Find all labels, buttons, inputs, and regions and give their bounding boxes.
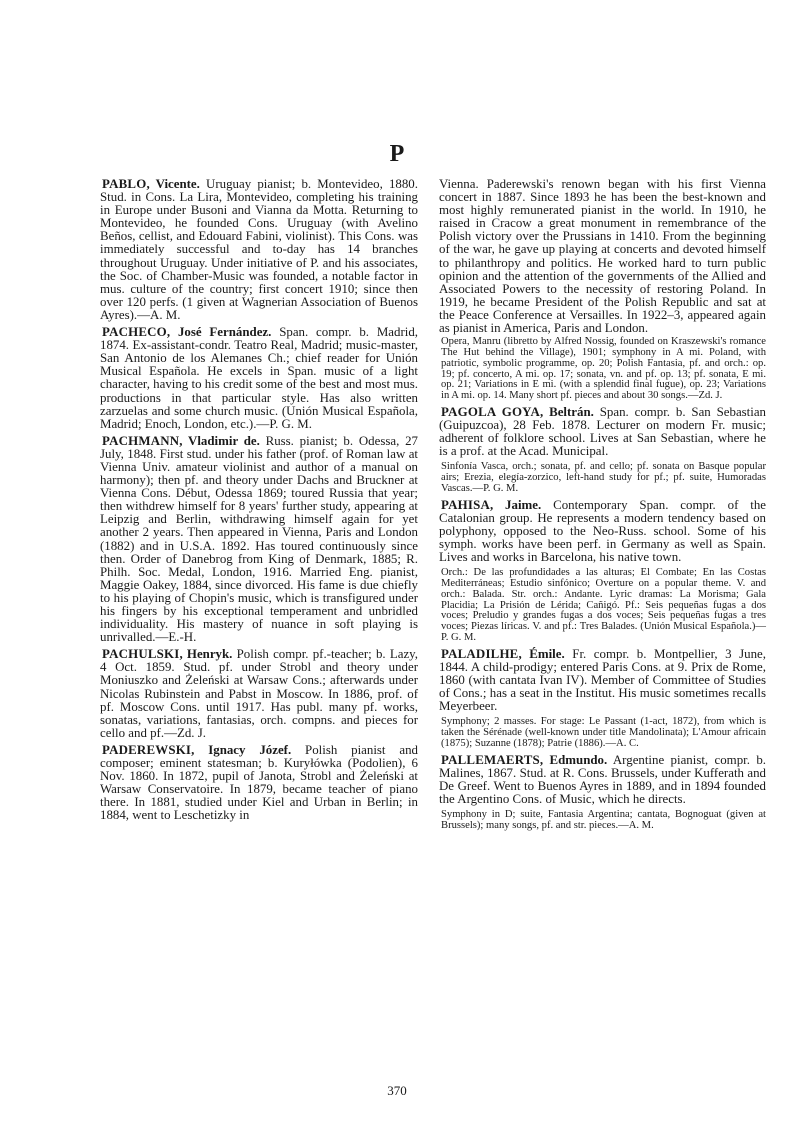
entry-headword-rest: , Ignacy Józef. [191,742,292,757]
entry-text: Argentine pianist, compr. b. Malines, 1867. Stud. at R. Cons. Brussels, under Kufferath and De Greef. Went to Buenos Ayres in 1889, and in 1894 founded the Argentino Cons. of Music, which he directs. [439,752,767,806]
entry-headword: PACHECO [102,325,167,340]
entry-text: Contemporary Span. compr. of the Catalonian group. He represents a modern tendency based on polyphony, opposed to the Neo-Russ. school. Some of his symph. works have been perf. in Germany as well as Spain. Lives and works in Barcelona, his native town. [439,497,766,565]
entry-text: Fr. compr. b. Montpellier, 3 June, 1844. A child-prodigy; entered Paris Cons. at 9. Prix de Rome, 1860 (with cantata Ivan IV). Member of Committee of Studies of Cons.; has a seat in the Institut. His music sometimes recalls Meyerbeer. [439,646,767,714]
works-list: Symphony; 2 masses. For stage: Le Passant (1-act, 1872), from which is taken the Sérénade (well-known under title Mandolinata); L'Amour africain (1875); Suzanne (1878); Patrie (1886).—A. C. [441,716,766,749]
entry-headword: PABLO [102,177,147,191]
entry-headword: PALLEMAERTS [441,752,540,767]
entry-headword: PACHMANN [102,433,180,448]
entry-text: Polish compr. pf.-teacher; b. Lazy, 4 Oct. 1859. Stud. pf. under Strobl and theory under Moniuszko and Żeleński at Warsaw Cons.; afterwards under Nicolas Rubinstein and Pabst in Moscow. In 1886, prof. of pf. Moscow Cons. until 1917. Has publ. many pf. works, sonatas, variations, fantasias, orch. compns. and pieces for cello and pf.—Zd. J. [100,647,419,740]
entry-pacheco [100,326,418,431]
entry-headword: PALADILHE [441,646,519,661]
entry-headword-rest: , José Fernández. [166,325,272,340]
entry-headword-rest: , Henryk. [179,647,233,662]
right-column [439,178,766,836]
entry-text: Span. compr. b. Madrid, 1874. Ex-assistant-condr. Teatro Real, Madrid; music-master, San Antonio de los Alemanes Ch.; chief reader for Unión Musical Española. He excels in Span. music of a light character, having to his credit some of the best and most mus. productions in that particular style. Has also written zarzuelas and some church music. (Unión Musical Española, Madrid; Enoch, London, etc.).—P. G. M. [100,325,419,431]
entry-pachmann [100,435,418,645]
entry-headword: PACHULSKI [102,647,180,662]
entry-pahisa [439,499,766,564]
entry-pallemaerts [439,754,766,806]
entry-text: Polish pianist and composer; eminent statesman; b. Kuryłówka (Podolien), 6 Nov. 1860. In 1872, pupil of Janota, Strobl and Żeleński at Warsaw Conservatoire. In 1879, became teacher of piano there. In 1881, studied under Kiel and Urban in Berlin; in 1884, went to Leschetizky in [100,742,418,823]
section-letter: P [389,141,405,167]
works-list: Orch.: De las profundidades a las alturas; El Combate; En las Costas Mediterráneas; Estudio sinfónico; Overture on a popular theme. V. and orch.: Balada. Str. orch.: Andante. Lyric dramas: La Morisma; Gala Placidia; La Prisión de Lérida; Cañigó. Pf.: Seis pequeñas fugas a dos voces; Preludio y grandes fugas a dos voces; Seis pequeñas fugas a tres voces; Piezas líricas. V. and pf.: Tres Balades. (Unión Musical Española.)—P. G. M. [441,567,766,643]
entry-text: Russ. pianist; b. Odessa, 27 July, 1848. First stud. under his father (prof. of Roman law at Vienna Univ. amateur violinist and author of a manual on harmony); then pf. and theory under Dachs and Bruckner at Vienna Cons. Début, Odessa 1869; toured Russia that year; then withdrew himself for 8 years' further study, appearing at Leipzig and Berlin, withdrawing himself again for yet another 2 years. Then appeared in Vienna, Paris and London (1882) and in U.S.A. 1892. Has toured continuously since then. Order of Danebrog from King of Denmark, 1885; R. Philh. Soc. Medal, London, 1916. Married Eng. pianist, Maggie Oakey, 1884, since divorced. His fame is due chiefly to his playing of Chopin's music, which is transfigured under his fingers by his exceptional temperament and unbridled individuality. His mastery of nuance in soft playing is unrivalled.—E.-H. [100,433,418,645]
entry-text: Span. compr. b. San Sebastian (Guipuzcoa), 28 Feb. 1878. Lecturer on modern Fr. music; adherent of folklore school. Lives at San Sebastian, where he is a prof. at the Acad. Municipal. [439,404,767,459]
entry-pagola-goya [439,406,766,458]
entry-headword-rest: , Edmundo. [539,752,608,767]
works-list: Sinfonía Vasca, orch.; sonata, pf. and cello; pf. sonata on Basque popular airs; Erezia, elegía-zorzico, left-hand study for pf.; pf. suite, Humoradas Vascas.—P. G. M. [441,461,766,494]
page-number: 370 [387,1083,407,1098]
entry-headword-rest: , Émile. [518,646,565,661]
entry-headword: PAGOLA GOYA [441,404,541,419]
entry-headword-rest: , Vicente. [146,177,200,191]
entry-continuation: Vienna. Paderewski's renown began with his first Vienna concert in 1887. Since 1893 he has been the best-known and most highly remunerated pianist in the world. In 1910, he raised in Cracow a great monument in remembrance of the Polish victory over the Prussians in 1410. From the beginning of the war, he gave up playing at concerts and devoted himself to philanthropy and politics. He worked hard to turn public opinion and the attention of the governments of the Allied and Associated Powers to the necessity of restoring Poland. In 1919, he became President of the Polish Republic and sat at the Peace Conference at Versailles. In 1922–3, appeared again as pianist in America, Paris and London. [439,177,766,336]
entry-headword-rest: , Beltrán. [540,404,594,419]
left-column [100,178,418,827]
entry-headword: PAHISA [441,497,490,512]
entry-pablo [100,178,418,322]
entry-headword-rest: , Vladimir de. [179,433,260,448]
entry-headword: PADEREWSKI [102,742,192,757]
entry-paladilhe [439,648,766,713]
works-list: Opera, Manru (libretto by Alfred Nossig, founded on Kraszewski's romance The Hut behind the Village), 1901; symphony in A mi. Poland, with patriotic, symbolic programme, op. 20; Polish Fantasia, pf. and orch.: op. 19; pf. concerto, A mi. op. 17; sonata, vn. and pf. op. 13; pf. sonata, E mi. op. 21; Variations in E mi. (with a splendid final fugue), op. 23; Variations in A mi. op. 14. Many short pf. pieces and about 30 songs.—Zd. J. [441,336,766,402]
entry-headword-rest: , Jaime. [489,497,542,512]
entry-paderewski [100,744,418,823]
entry-text: Uruguay pianist; b. Montevideo, 1880. Stud. in Cons. La Lira, Montevideo, completing his training in Europe under Busoni and Vianna da Motta. Returning to Montevideo, he founded Cons. Uruguay (with Avelino Beños, cellist, and Edouard Fabini, violinist). This Cons. was immediately successful and to-day has 14 branches throughout Uruguay. Under initiative of P. and his associates, the Soc. of Chamber-Music was founded, a notable factor in mus. culture of the country; first concert 1910; since then over 120 perfs. (1 given at Wagnerian Association of Buenos Ayres).—A. M. [100,177,418,322]
works-list: Symphony in D; suite, Fantasia Argentina; cantata, Bognoguat (given at Brussels); many songs, pf. and str. pieces.—A. M. [441,808,766,831]
entry-pachulski [100,648,418,740]
